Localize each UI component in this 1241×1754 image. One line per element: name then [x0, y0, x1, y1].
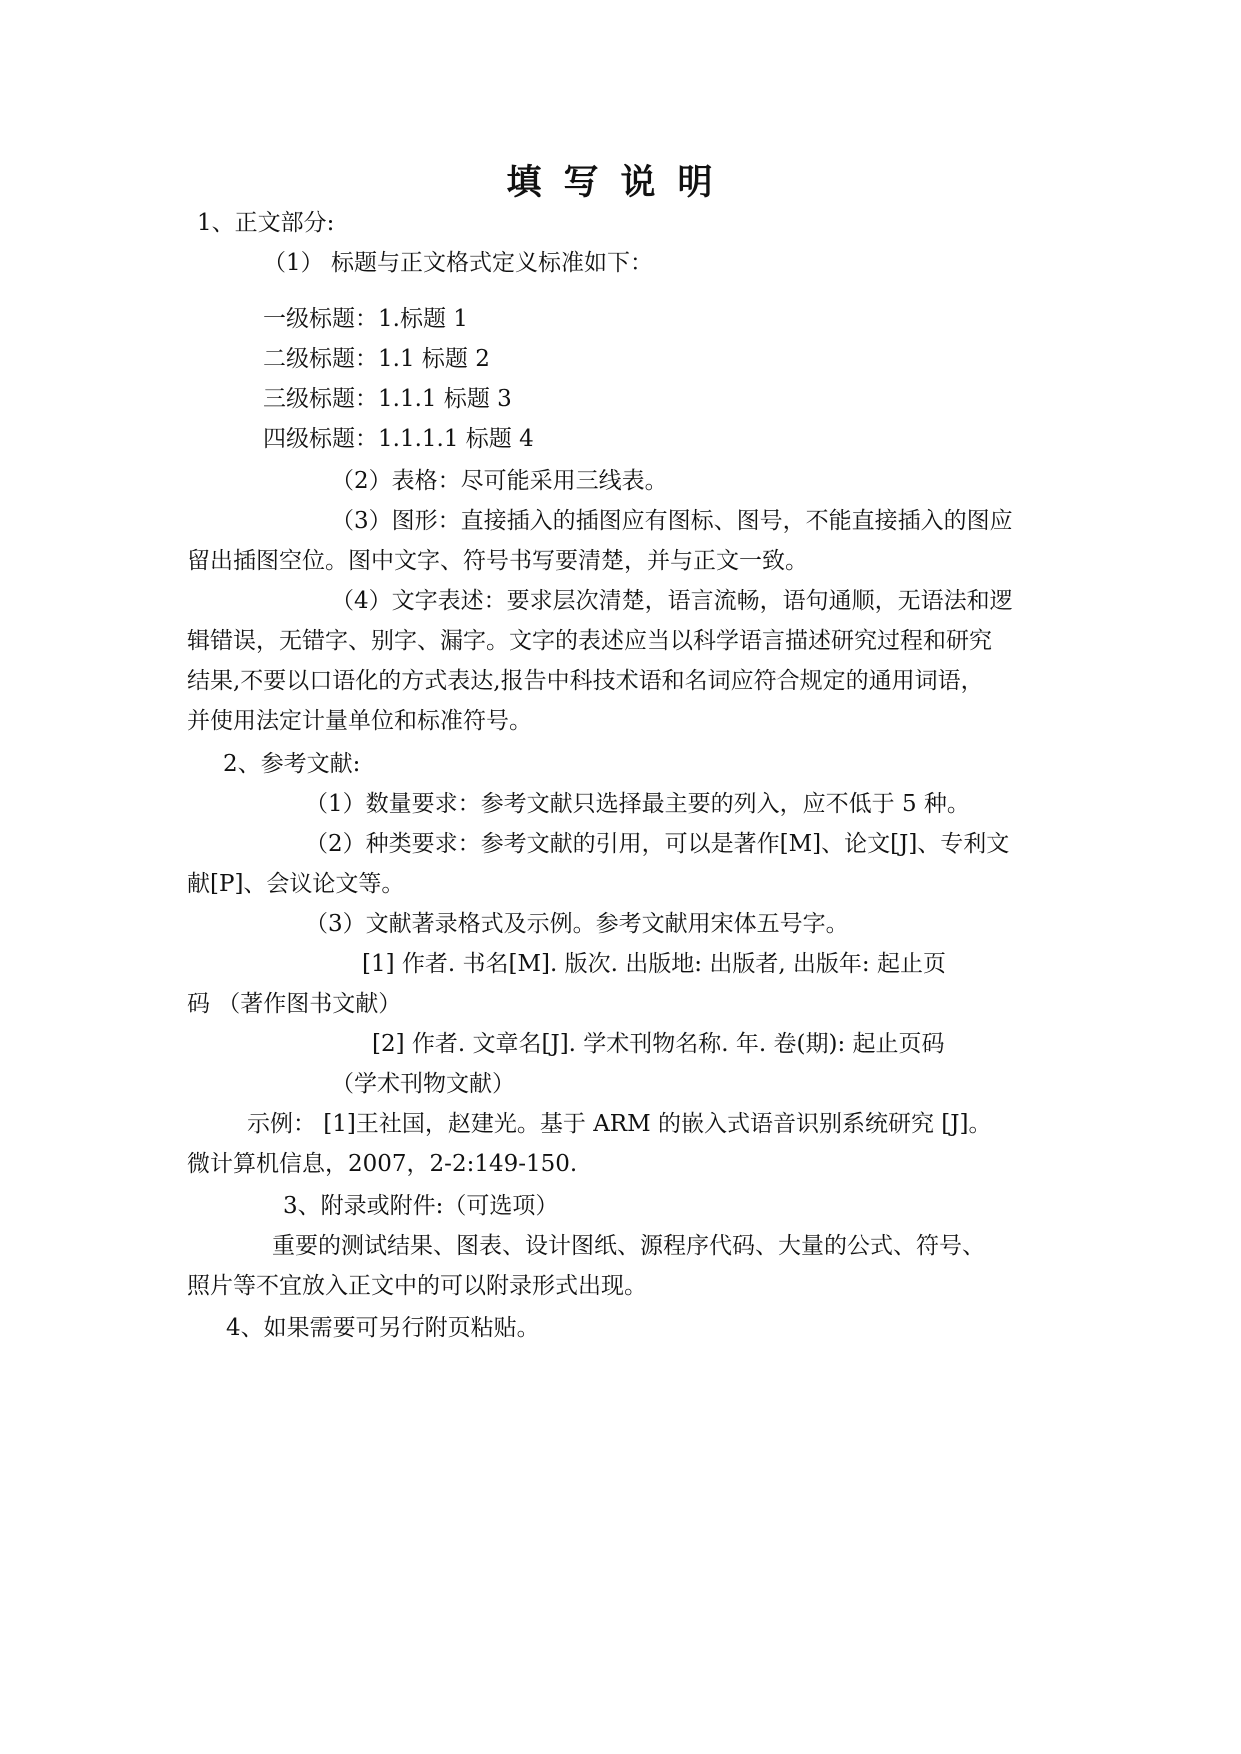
list-item: （3）文献著录格式及示例。参考文献用宋体五号字。	[305, 911, 849, 937]
list-item: （1）数量要求：参考文献只选择最主要的列入，应不低于 5 种。	[305, 791, 970, 817]
paragraph-line: 留出插图空位。图中文字、符号书写要清楚，并与正文一致。	[187, 548, 808, 574]
list-item: 一级标题：1.标题 1	[263, 306, 468, 332]
section-heading-body: 1、正文部分:	[197, 210, 335, 236]
reference-format-line: 码 （著作图书文献）	[187, 991, 402, 1017]
paragraph-line: 结果,不要以口语化的方式表达,报告中科技术语和名词应符合规定的通用词语，	[187, 668, 984, 694]
paragraph-line: （3）图形：直接插入的插图应有图标、图号，不能直接插入的图应	[331, 508, 1013, 534]
list-item: （2）表格：尽可能采用三线表。	[331, 468, 668, 494]
list-item: 四级标题：1.1.1.1 标题 4	[263, 426, 534, 452]
paragraph-line: 重要的测试结果、图表、设计图纸、源程序代码、大量的公式、符号、	[272, 1233, 985, 1259]
example-line: 微计算机信息，2007，2-2:149-150.	[187, 1151, 578, 1177]
example-line: 示例： [1]王社国，赵建光。基于 ARM 的嵌入式语音识别系统研究 [J]。	[247, 1111, 992, 1137]
reference-format-line: [2] 作者. 文章名[J]. 学术刊物名称. 年. 卷(期): 起止页码	[372, 1031, 945, 1057]
reference-format-line: （学术刊物文献）	[331, 1071, 515, 1097]
paragraph-line: 辑错误，无错字、别字、漏字。文字的表述应当以科学语言描述研究过程和研究	[187, 628, 992, 654]
reference-format-line: [1] 作者. 书名[M]. 版次. 出版地: 出版者, 出版年: 起止页	[362, 951, 946, 977]
list-item: 二级标题：1.1 标题 2	[263, 346, 490, 372]
list-item: （1） 标题与正文格式定义标准如下：	[263, 250, 653, 276]
paragraph-line: （4）文字表述：要求层次清楚，语言流畅，语句通顺，无语法和逻	[331, 588, 1013, 614]
section-heading-attachments: 4、如果需要可另行附页粘贴。	[226, 1315, 540, 1341]
paragraph-line: 照片等不宜放入正文中的可以附录形式出现。	[187, 1273, 647, 1299]
paragraph-line: 并使用法定计量单位和标准符号。	[187, 708, 532, 734]
paragraph-line: （2）种类要求：参考文献的引用，可以是著作[M]、论文[J]、专利文	[305, 831, 1010, 857]
section-heading-references: 2、参考文献:	[223, 751, 361, 777]
paragraph-line: 献[P]、会议论文等。	[187, 871, 405, 897]
page-title: 填写说明	[506, 163, 735, 203]
list-item: 三级标题：1.1.1 标题 3	[263, 386, 512, 412]
section-heading-appendix: 3、附录或附件:（可选项）	[283, 1193, 559, 1219]
